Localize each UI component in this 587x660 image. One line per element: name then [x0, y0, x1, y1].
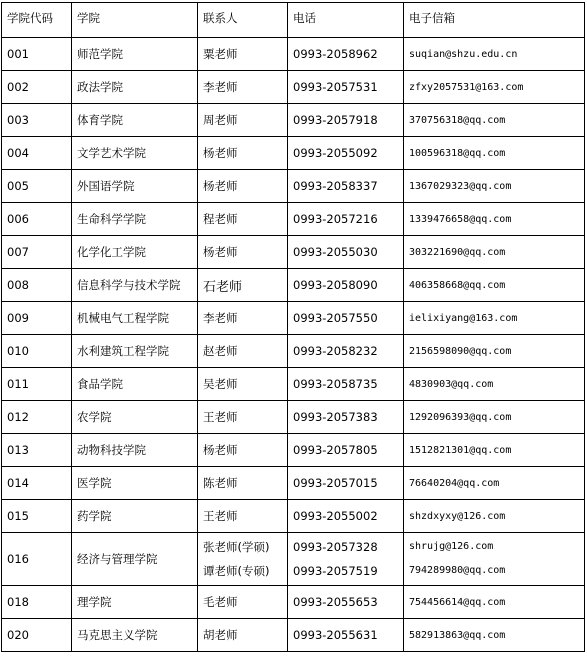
header-row [2, 3, 585, 38]
cell-email: ielixiyang@163.com [404, 302, 585, 335]
cell-phone: 0993-2055092 [288, 137, 404, 170]
table-row [2, 137, 585, 170]
cell-email: 1339476658@qq.com [404, 203, 585, 236]
table-row [2, 533, 585, 586]
cell-phone: 0993-2058090 [288, 269, 404, 302]
cell-email-line: shrujg@126.com [409, 541, 494, 552]
table-row [2, 500, 585, 533]
cell-email: 76640204@qq.com [404, 467, 585, 500]
cell-code: 006 [2, 203, 72, 236]
cell-code: 008 [2, 269, 72, 302]
table-row [2, 302, 585, 335]
cell-phone: 0993-2058232 [288, 335, 404, 368]
cell-school: 化学化工学院 [72, 236, 198, 269]
cell-school: 农学院 [72, 401, 198, 434]
cell-email: shzdxyxy@126.com [404, 500, 585, 533]
cell-contact: 石老师 [198, 269, 288, 302]
cell-email-line: 794289980@qq.com [409, 565, 506, 576]
cell-phone: 0993-2057531 [288, 71, 404, 104]
cell-phone: 0993-2055653 [288, 586, 404, 619]
cell-contact-line: 张老师(学硕) [203, 540, 270, 554]
cell-code: 005 [2, 170, 72, 203]
cell-email: 582913863@qq.com [404, 619, 585, 652]
cell-school: 马克思主义学院 [72, 619, 198, 652]
table-row [2, 71, 585, 104]
cell-school: 水利建筑工程学院 [72, 335, 198, 368]
table-row [2, 104, 585, 137]
cell-email: 100596318@qq.com [404, 137, 585, 170]
cell-email: zfxy2057531@163.com [404, 71, 585, 104]
cell-phone: 0993-2057805 [288, 434, 404, 467]
cell-email: 370756318@qq.com [404, 104, 585, 137]
table-row [2, 170, 585, 203]
table-header [2, 3, 585, 38]
cell-code: 012 [2, 401, 72, 434]
cell-phone [288, 533, 404, 586]
table-row [2, 368, 585, 401]
cell-contact: 粟老师 [198, 38, 288, 71]
cell-school: 经济与管理学院 [72, 533, 198, 586]
cell-school: 文学艺术学院 [72, 137, 198, 170]
cell-code: 020 [2, 619, 72, 652]
cell-school: 生命科学学院 [72, 203, 198, 236]
table-body [2, 38, 585, 652]
cell-email: 2156598090@qq.com [404, 335, 585, 368]
table-row [2, 236, 585, 269]
table-row [2, 269, 585, 302]
cell-contact: 杨老师 [198, 236, 288, 269]
cell-contact [198, 533, 288, 586]
cell-contact: 胡老师 [198, 619, 288, 652]
cell-contact: 王老师 [198, 401, 288, 434]
cell-code: 016 [2, 533, 72, 586]
cell-code: 014 [2, 467, 72, 500]
cell-phone: 0993-2055631 [288, 619, 404, 652]
header-code: 学院代码 [2, 3, 72, 38]
cell-school: 外国语学院 [72, 170, 198, 203]
cell-code: 010 [2, 335, 72, 368]
cell-code: 015 [2, 500, 72, 533]
cell-contact: 李老师 [198, 71, 288, 104]
cell-phone: 0993-2057918 [288, 104, 404, 137]
cell-phone: 0993-2058337 [288, 170, 404, 203]
cell-phone-line: 0993-2057519 [293, 564, 378, 578]
table-row [2, 619, 585, 652]
cell-phone-line: 0993-2057328 [293, 540, 378, 554]
cell-school: 政法学院 [72, 71, 198, 104]
cell-phone: 0993-2057550 [288, 302, 404, 335]
cell-phone: 0993-2057216 [288, 203, 404, 236]
table-row [2, 38, 585, 71]
cell-email: suqian@shzu.edu.cn [404, 38, 585, 71]
cell-contact: 赵老师 [198, 335, 288, 368]
cell-school: 药学院 [72, 500, 198, 533]
cell-email: 4830903@qq.com [404, 368, 585, 401]
cell-code: 009 [2, 302, 72, 335]
cell-contact: 毛老师 [198, 586, 288, 619]
cell-email: 303221690@qq.com [404, 236, 585, 269]
header-email: 电子信箱 [404, 3, 585, 38]
cell-code: 007 [2, 236, 72, 269]
cell-school: 理学院 [72, 586, 198, 619]
cell-contact: 李老师 [198, 302, 288, 335]
table-row [2, 203, 585, 236]
cell-code: 003 [2, 104, 72, 137]
cell-contact: 杨老师 [198, 434, 288, 467]
cell-phone: 0993-2057015 [288, 467, 404, 500]
table-row [2, 434, 585, 467]
cell-contact: 程老师 [198, 203, 288, 236]
cell-phone: 0993-2055002 [288, 500, 404, 533]
header-school: 学院 [72, 3, 198, 38]
cell-school: 医学院 [72, 467, 198, 500]
cell-code: 011 [2, 368, 72, 401]
cell-contact: 王老师 [198, 500, 288, 533]
cell-school: 动物科技学院 [72, 434, 198, 467]
cell-email: 1367029323@qq.com [404, 170, 585, 203]
table-row [2, 335, 585, 368]
cell-phone: 0993-2057383 [288, 401, 404, 434]
header-contact: 联系人 [198, 3, 288, 38]
cell-code: 001 [2, 38, 72, 71]
cell-contact: 吴老师 [198, 368, 288, 401]
cell-code: 013 [2, 434, 72, 467]
cell-email: 1292096393@qq.com [404, 401, 585, 434]
cell-email [404, 533, 585, 586]
cell-school: 机械电气工程学院 [72, 302, 198, 335]
cell-school: 信息科学与技术学院 [72, 269, 198, 302]
cell-phone: 0993-2058735 [288, 368, 404, 401]
cell-contact-line: 谭老师(专硕) [203, 564, 270, 578]
header-phone: 电话 [288, 3, 404, 38]
cell-school: 食品学院 [72, 368, 198, 401]
cell-email: 754456614@qq.com [404, 586, 585, 619]
cell-code: 018 [2, 586, 72, 619]
cell-code: 002 [2, 71, 72, 104]
cell-email: 406358668@qq.com [404, 269, 585, 302]
cell-contact: 陈老师 [198, 467, 288, 500]
table-row [2, 586, 585, 619]
cell-phone: 0993-2055030 [288, 236, 404, 269]
school-contact-table [1, 2, 585, 652]
cell-school: 师范学院 [72, 38, 198, 71]
table-row [2, 467, 585, 500]
cell-contact: 杨老师 [198, 170, 288, 203]
cell-school: 体育学院 [72, 104, 198, 137]
contact-table-container [1, 2, 585, 652]
cell-contact: 杨老师 [198, 137, 288, 170]
cell-phone: 0993-2058962 [288, 38, 404, 71]
cell-contact: 周老师 [198, 104, 288, 137]
table-row [2, 401, 585, 434]
cell-email: 1512821301@qq.com [404, 434, 585, 467]
cell-code: 004 [2, 137, 72, 170]
